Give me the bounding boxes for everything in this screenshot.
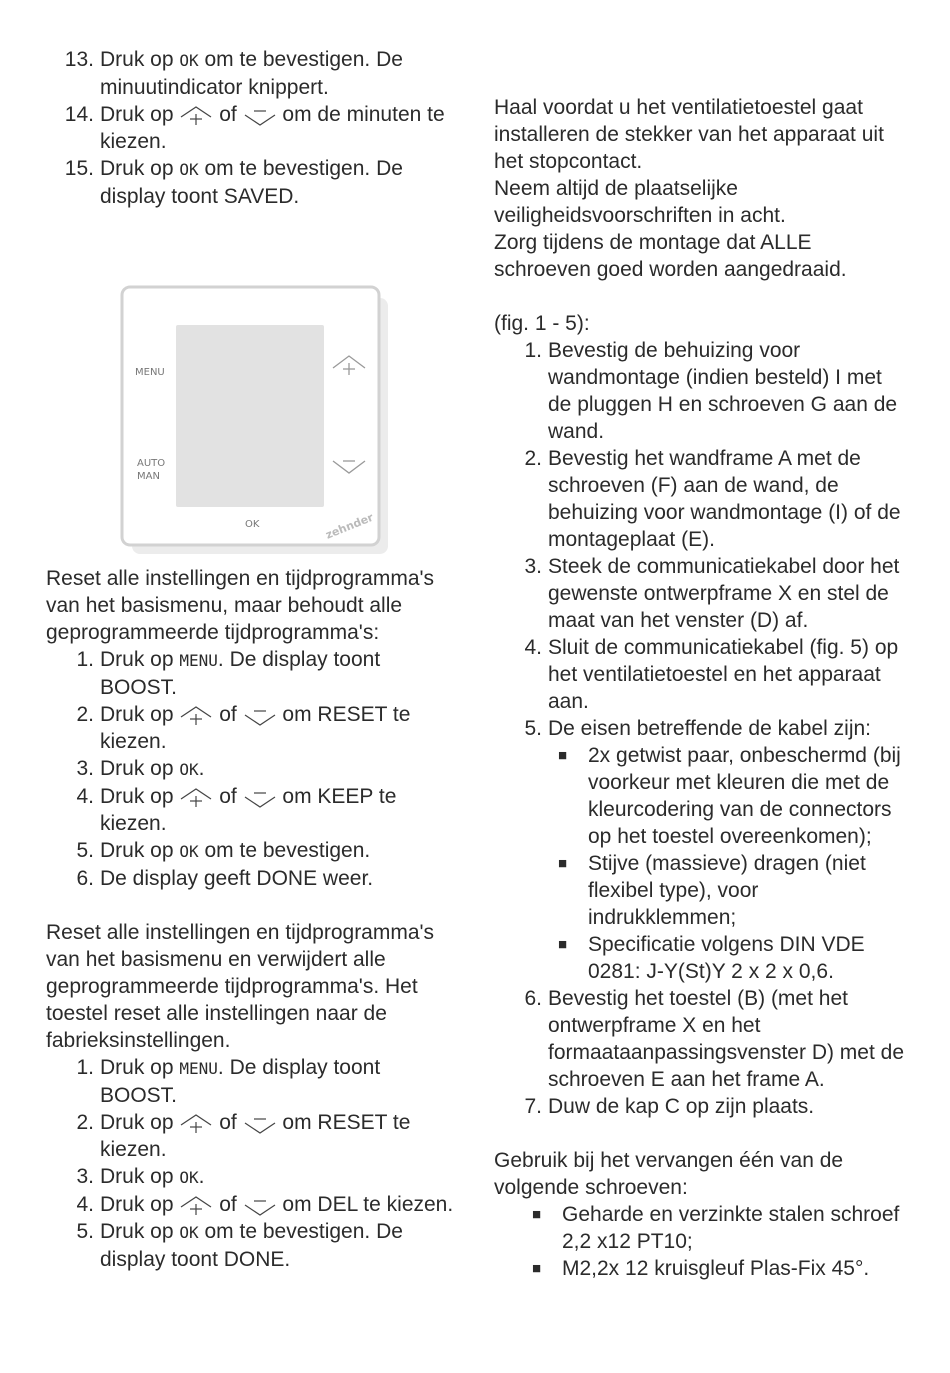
screw-list [532,1201,904,1282]
bullet-square-icon: ■ [532,1260,542,1277]
installation-list [512,337,904,1120]
list-text: Bevestig het wandframe A met de schroeven (F) aan de wand, de behuizing voor wandmontage (I) of de montageplaat (E). [548,447,901,551]
list-number: 4. [76,1193,94,1216]
list-number: 1. [76,1056,94,1079]
ok-key-label: OK [179,760,199,779]
list-number: 3. [524,555,542,578]
man-label: MAN [137,471,160,482]
list-item [64,646,456,701]
cable-requirements-list [558,742,904,985]
list-text: De display geeft DONE weer. [100,867,374,890]
list-item [64,865,456,892]
list-number: 13. [64,48,94,71]
list-number: 7. [524,1095,542,1118]
arrow-down-minus-icon [243,1113,277,1133]
menu-key-label: MENU [179,1059,218,1078]
bullet-square-icon: ■ [558,936,568,953]
ok-key-label: OK [179,1223,199,1242]
list-text: Druk op OK om te bevestigen. De display toont DONE. [100,1220,403,1271]
list-text: Druk op OK om te bevestigen. De display toont SAVED. [100,157,403,208]
list-text: Druk op of om RESET te kiezen. [100,703,411,753]
list-number: 5. [76,839,94,862]
list-text: Bevestig de behuizing voor wandmontage (indien besteld) I met de pluggen H en schroeven G aan de wand. [548,339,898,443]
list-item [64,755,456,783]
left-column [46,46,456,210]
bullet-text: 2x getwist paar, onbeschermd (bij voorkeur met kleuren die met de kleurcodering van de connectors op het toestel overeenkomen); [588,744,901,848]
list-text: Druk op OK om te bevestigen. [100,839,371,862]
list-number: 15. [64,157,94,180]
list-item [64,1109,456,1163]
bullet-item [532,1201,904,1255]
list-text: Druk op OK. [100,1165,205,1188]
list-number: 2. [76,703,94,726]
bullet-item [558,742,904,850]
list-number: 6. [524,987,542,1010]
list-number: 1. [76,648,94,671]
arrow-up-plus-icon [179,787,213,807]
list-number: 2. [524,447,542,470]
reset-keep-list [64,646,456,892]
menu-key-label: MENU [179,651,218,670]
menu-label: MENU [135,367,165,378]
safety-note: Haal voordat u het ventilatietoestel gaat installeren de stekker van het apparaat uit het stopcontact. [494,96,884,173]
bullet-text: Geharde en verzinkte stalen schroef 2,2 x12 PT10; [562,1203,900,1253]
arrow-up-plus-icon [179,1113,213,1133]
list-item [512,985,904,1093]
list-item [64,1191,456,1218]
list-item [64,837,456,865]
list-text: De eisen betreffende de kabel zijn: [548,717,871,740]
reset-del-intro: Reset alle instellingen en tijdprogramma's van het basismenu en verwijdert alle geprogrammeerde tijdprogramma's. Het toestel reset alle instellingen naar de fabrieksinstellingen. [46,921,435,1052]
list-item [64,155,456,210]
list-text: Druk op of om KEEP te kiezen. [100,785,397,835]
list-number: 5. [524,717,542,740]
list-text: Druk op of om DEL te kiezen. [100,1193,454,1216]
list-text: Druk op OK. [100,757,205,780]
list-text: Druk op of om de minuten te kiezen. [100,103,445,153]
arrow-up-plus-icon [179,705,213,725]
list-number: 14. [64,103,94,126]
reset-keep-intro: Reset alle instellingen en tijdprogramma's van het basismenu, maar behoudt alle geprogrammeerde tijdprogramma's: [46,567,435,644]
safety-notes [494,94,904,283]
list-number: 5. [76,1220,94,1243]
list-text: Druk op MENU. De display toont BOOST. [100,1056,381,1107]
brand-logo: zehnder [323,510,376,542]
list-item [64,1163,456,1191]
list-item [64,101,456,155]
arrow-down-minus-icon [243,105,277,125]
reset-del-list [64,1054,456,1273]
bullet-text: Stijve (massieve) dragen (niet flexibel type), voor indrukklemmen; [588,852,866,929]
bullet-square-icon: ■ [532,1206,542,1223]
screws-intro: Gebruik bij het vervangen één van de volgende schroeven: [494,1149,844,1199]
bullet-item [558,931,904,985]
list-number: 3. [76,757,94,780]
list-item [512,553,904,634]
steps-top-list [64,46,456,210]
list-number: 1. [524,339,542,362]
list-item [512,715,904,742]
list-item [64,46,456,101]
bullet-square-icon: ■ [558,855,568,872]
list-item [512,445,904,553]
bullet-text: M2,2x 12 kruisgleuf Plas-Fix 45°. [562,1257,870,1280]
list-number: 3. [76,1165,94,1188]
list-text: Steek de communicatiekabel door het gewenste ontwerpframe X en stel de maat van het venster (D) af. [548,555,900,632]
list-text: Sluit de communicatiekabel (fig. 5) op het ventilatietoestel en het apparaat aan. [548,636,899,713]
ok-key-label: OK [179,842,199,861]
list-text: Druk op of om RESET te kiezen. [100,1111,411,1161]
bullet-item [558,850,904,931]
arrow-up-plus-icon [179,105,213,125]
display-screen [176,325,324,507]
ok-key-label: OK [179,1168,199,1187]
list-text: Druk op MENU. De display toont BOOST. [100,648,381,699]
thermostat-illustration [118,284,393,559]
list-number: 4. [524,636,542,659]
safety-note: Zorg tijdens de montage dat ALLE schroeven goed worden aangedraaid. [494,231,847,281]
bullet-item [532,1255,904,1282]
left-column-lower [46,565,456,1273]
right-column [494,94,904,1282]
safety-note: Neem altijd de plaatselijke veiligheidsvoorschriften in acht. [494,177,786,227]
auto-label: AUTO [137,458,166,469]
list-item [64,1054,456,1109]
list-item [512,337,904,445]
ok-key-label: OK [179,160,199,179]
list-item [64,783,456,837]
list-item [512,1093,904,1120]
list-text: Bevestig het toestel (B) (met het ontwerpframe X en het formaataanpassingsvenster D) met de schroeven E aan het frame A. [548,987,905,1091]
list-item [64,1218,456,1273]
list-item [512,634,904,715]
arrow-down-minus-icon [243,705,277,725]
arrow-down-minus-icon [243,787,277,807]
list-number: 6. [76,867,94,890]
bullet-text: Specificatie volgens DIN VDE 0281: J-Y(St)Y 2 x 2 x 0,6. [588,933,865,983]
list-number: 4. [76,785,94,808]
arrow-down-minus-icon [243,1195,277,1215]
arrow-up-plus-icon [179,1195,213,1215]
list-text: Druk op OK om te bevestigen. De minuutindicator knippert. [100,48,403,99]
ok-label: OK [245,519,260,530]
bullet-square-icon: ■ [558,747,568,764]
list-text: Duw de kap C op zijn plaats. [548,1095,815,1118]
ok-key-label: OK [179,51,199,70]
figure-reference: (fig. 1 - 5): [494,312,590,335]
list-item [64,701,456,755]
list-number: 2. [76,1111,94,1134]
